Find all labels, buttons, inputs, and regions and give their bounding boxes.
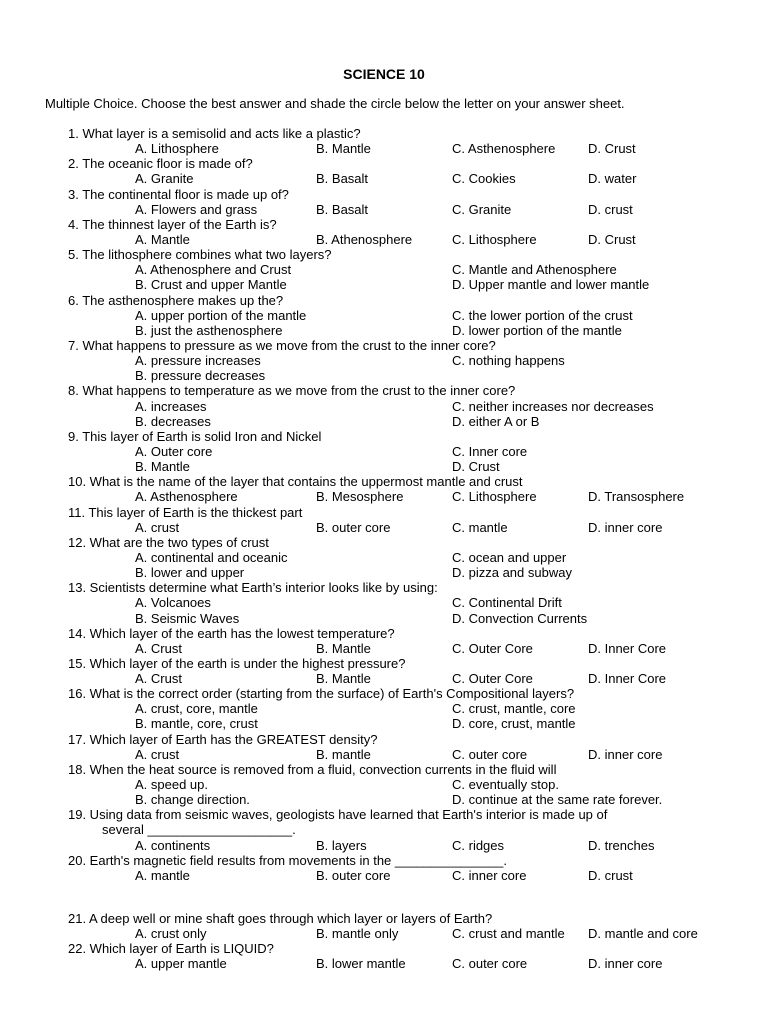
answer-options-row [0,399,768,414]
question-text: 15. Which layer of the earth is under the highest pressure? [68,655,406,671]
answer-option: A. pressure increases [135,353,261,369]
answer-options-row [0,611,768,626]
answer-option: C. Mantle and Athenosphere [452,262,617,278]
answer-option: B. decreases [135,413,211,429]
question [0,656,768,671]
answer-option: A. Lithosphere [135,141,219,157]
answer-options-row [0,262,768,277]
answer-options-row [0,141,768,156]
answer-option: C. the lower portion of the crust [452,307,633,323]
answer-option: D. inner core [588,519,663,535]
answer-option: D. water [588,171,637,187]
answer-options-row [0,414,768,429]
question-text: 1. What layer is a semisolid and acts like a plastic? [68,126,361,141]
question-text: 18. When the heat source is removed from a fluid, convection currents in the fluid will [68,761,557,777]
question [0,535,768,550]
answer-option: A. Crust [135,671,182,687]
answer-options-row [0,368,768,383]
question [0,383,768,398]
answer-option: D. trenches [588,837,655,853]
answer-option: D. continue at the same rate forever. [452,792,663,808]
answer-options-row [0,444,768,459]
answer-option: C. mantle [452,519,508,535]
question-text: 3. The continental floor is made up of? [68,186,289,202]
answer-option: B. Mantle [135,459,190,475]
answer-option: D. Upper mantle and lower mantle [452,277,650,293]
answer-option: B. Mantle [316,141,371,157]
answer-option: A. continental and oceanic [135,549,288,565]
answer-option: B. just the asthenosphere [135,322,283,338]
answer-options-row [0,747,768,762]
question-list [0,126,768,883]
answer-options-row [0,277,768,292]
question-text: 8. What happens to temperature as we move from the crust to the inner core? [68,383,516,399]
answer-option: C. Cookies [452,171,516,187]
answer-option: D. crust [588,867,633,883]
answer-option: A. Athenosphere and Crust [135,262,292,278]
answer-option: B. mantle only [316,926,399,942]
answer-option: A. Outer core [135,443,213,459]
question [0,126,768,141]
question [0,853,768,868]
answer-option: B. Mesosphere [316,489,404,505]
answer-option: D. Transosphere [588,489,685,505]
question [0,941,768,956]
question-text: 9. This layer of Earth is solid Iron and Nickel [68,428,322,444]
answer-options-row [0,489,768,504]
question [0,807,768,822]
question-text: 7. What happens to pressure as we move from the crust to the inner core? [68,337,496,353]
answer-option: C. Inner core [452,443,528,459]
answer-options-row [0,701,768,716]
answer-options-row [0,641,768,656]
answer-options-row [0,926,768,941]
answer-option: C. Outer Core [452,671,533,687]
answer-option: A. Flowers and grass [135,201,258,217]
answer-option: C. outer core [452,746,528,762]
answer-option: B. lower mantle [316,956,406,972]
answer-option: D. pizza and subway [452,565,572,581]
answer-option: D. crust [588,201,633,217]
answer-options-row [0,550,768,565]
question-text-continued: several ____________________. [102,822,296,838]
answer-option: B. Basalt [316,171,369,187]
answer-options-row [0,565,768,580]
answer-options-row [0,956,768,971]
answer-option: A. continents [135,837,211,853]
answer-option: A. mantle [135,867,190,883]
question-text: 12. What are the two types of crust [68,534,269,550]
answer-option: B. Basalt [316,201,369,217]
answer-option: C. eventually stop. [452,777,559,793]
answer-option: D. inner core [588,746,663,762]
answer-options-row [0,792,768,807]
question [0,293,768,308]
question [0,247,768,262]
question-text: 13. Scientists determine what Earth’s interior looks like by using: [68,580,438,596]
answer-options-row [0,202,768,217]
page-title: SCIENCE 10 [343,66,425,82]
answer-option: C. neither increases nor decreases [452,398,654,414]
answer-options-row [0,716,768,731]
answer-option: C. Asthenosphere [452,141,556,157]
answer-options-row [0,323,768,338]
answer-option: A. Granite [135,171,194,187]
question-text: 16. What is the correct order (starting from the surface) of Earth's Compositional layers? [68,686,575,702]
question-text: 2. The oceanic floor is made of? [68,156,253,172]
answer-option: C. Lithosphere [452,489,537,505]
question-text: 22. Which layer of Earth is LIQUID? [68,941,274,957]
answer-option: C. Continental Drift [452,595,562,611]
question-text: 4. The thinnest layer of the Earth is? [68,216,277,232]
answer-options-row [0,868,768,883]
question [0,474,768,489]
question [0,217,768,232]
answer-options-row [0,595,768,610]
question [0,505,768,520]
answer-option: D. Inner Core [588,640,667,656]
answer-option: C. ridges [452,837,505,853]
answer-option: B. outer core [316,519,391,535]
answer-option: B. mantle, core, crust [135,716,258,732]
answer-option: C. crust and mantle [452,926,565,942]
answer-option: C. nothing happens [452,353,565,369]
answer-option: C. Outer Core [452,640,533,656]
answer-option: B. Athenosphere [316,231,413,247]
answer-option: B. pressure decreases [135,368,266,384]
question-text: 6. The asthenosphere makes up the? [68,292,284,308]
answer-option: A. crust [135,746,180,762]
question [0,338,768,353]
answer-option: A. crust, core, mantle [135,701,258,717]
answer-option: A. Asthenosphere [135,489,238,505]
answer-options-row [0,308,768,323]
answer-option: D. mantle and core [588,926,698,942]
answer-option: B. Seismic Waves [135,610,240,626]
answer-option: B. mantle [316,746,371,762]
question-text: 10. What is the name of the layer that contains the uppermost mantle and crust [68,474,523,490]
answer-option: C. inner core [452,867,527,883]
answer-option: D. Convection Currents [452,610,588,626]
answer-options-row [0,777,768,792]
question [0,911,768,926]
answer-option: D. lower portion of the mantle [452,322,622,338]
answer-option: B. Mantle [316,671,371,687]
answer-options-row [0,171,768,186]
answer-option: B. change direction. [135,792,250,808]
answer-option: B. layers [316,837,367,853]
question-continuation [0,822,768,837]
question [0,156,768,171]
answer-options-row [0,838,768,853]
answer-option: C. Granite [452,201,512,217]
answer-options-row [0,520,768,535]
answer-option: A. upper mantle [135,956,227,972]
answer-option: C. ocean and upper [452,549,567,565]
answer-options-row [0,671,768,686]
answer-option: A. increases [135,398,207,414]
question-text: 19. Using data from seismic waves, geologists have learned that Earth's interior is made up of [68,807,608,823]
question-text: 5. The lithosphere combines what two layers? [68,247,332,263]
answer-option: D. Crust [588,141,636,157]
answer-option: C. crust, mantle, core [452,701,576,717]
answer-option: A. upper portion of the mantle [135,307,307,323]
answer-option: D. Crust [588,231,636,247]
answer-options-row [0,353,768,368]
answer-option: A. crust only [135,926,207,942]
answer-option: A. crust [135,519,180,535]
answer-option: B. lower and upper [135,565,245,581]
answer-option: D. either A or B [452,413,540,429]
answer-options-row [0,232,768,247]
answer-options-row [0,459,768,474]
question-text: 21. A deep well or mine shaft goes through which layer or layers of Earth? [68,911,493,926]
answer-option: A. Crust [135,640,182,656]
answer-option: D. Inner Core [588,671,667,687]
instructions: Multiple Choice. Choose the best answer and shade the circle below the letter on your answer sheet. [45,96,625,111]
answer-option: D. core, crust, mantle [452,716,576,732]
question-text: 17. Which layer of Earth has the GREATEST density? [68,731,378,747]
question-text: 14. Which layer of the earth has the lowest temperature? [68,625,395,641]
answer-option: A. Mantle [135,231,190,247]
question [0,580,768,595]
answer-option: D. Crust [452,459,500,475]
question [0,187,768,202]
answer-option: C. Lithosphere [452,231,537,247]
question [0,626,768,641]
question [0,686,768,701]
question [0,762,768,777]
answer-option: C. outer core [452,956,528,972]
answer-option: A. speed up. [135,777,208,793]
question [0,732,768,747]
question-list [0,911,768,972]
question [0,429,768,444]
answer-option: A. Volcanoes [135,595,211,611]
answer-option: B. Mantle [316,640,371,656]
answer-option: D. inner core [588,956,663,972]
answer-option: B. outer core [316,867,391,883]
question-text: 11. This layer of Earth is the thickest part [68,504,303,520]
question-text: 20. Earth's magnetic field results from movements in the _______________. [68,852,507,868]
answer-option: B. Crust and upper Mantle [135,277,287,293]
